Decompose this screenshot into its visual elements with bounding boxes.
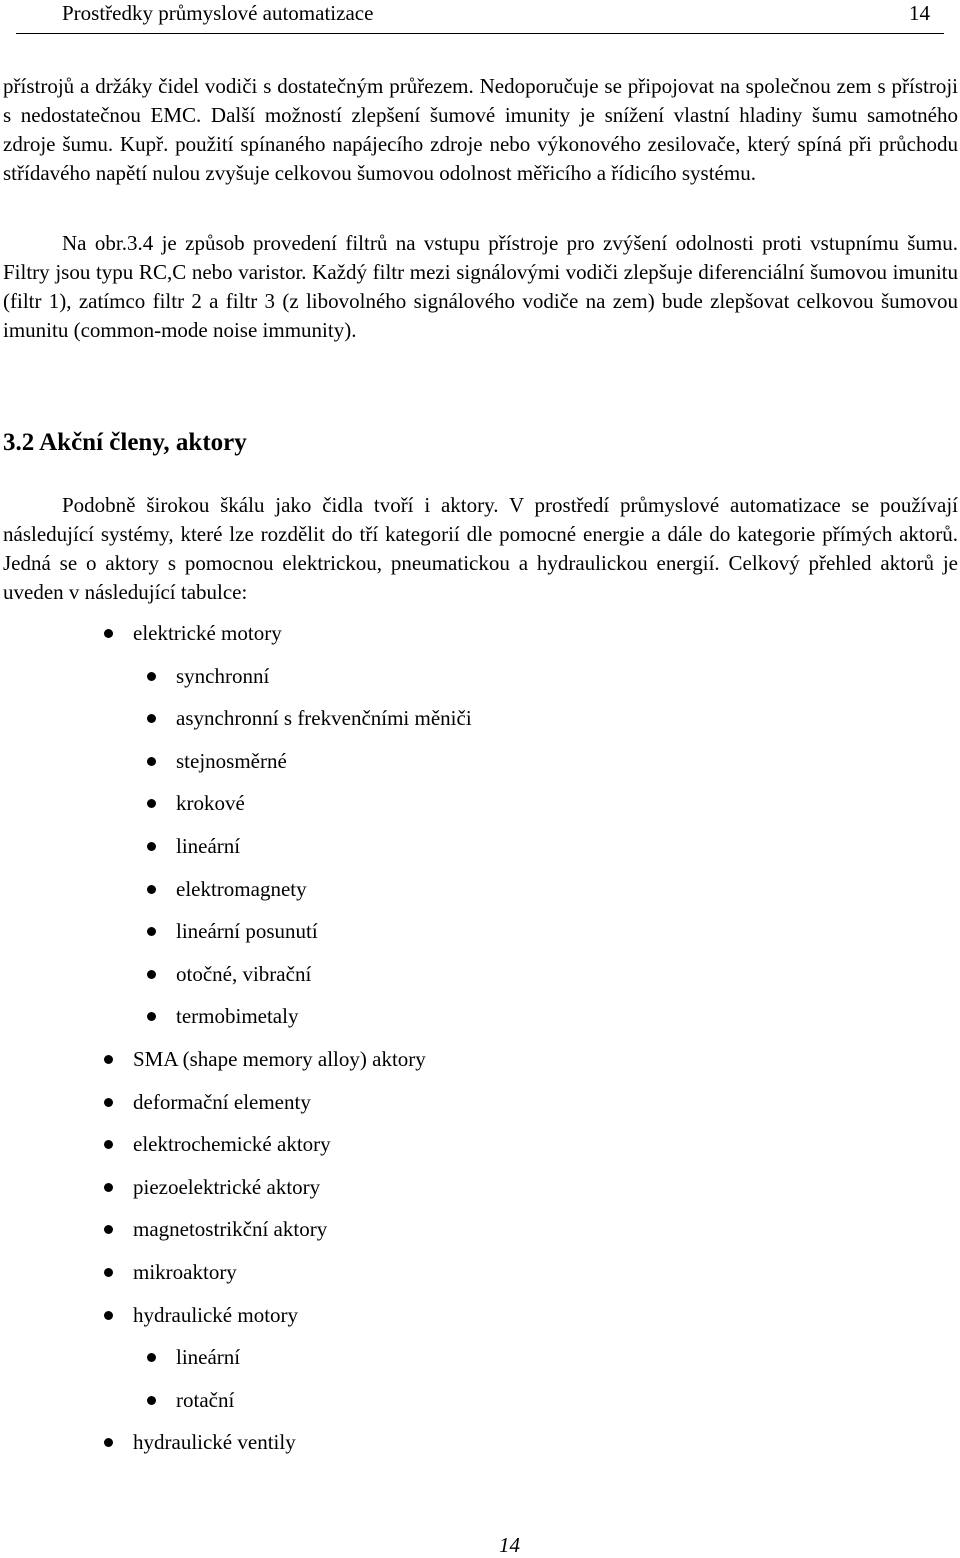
- bullet-icon: [147, 714, 156, 723]
- list-item: [0, 1421, 700, 1464]
- bullet-icon: [147, 970, 156, 979]
- bullet-icon: [104, 1183, 113, 1192]
- section-heading: 3.2 Akční členy, aktory: [3, 429, 247, 456]
- sub-list-item: [0, 782, 700, 825]
- list-item-text: lineární: [176, 1345, 241, 1370]
- list-item: [0, 1123, 700, 1166]
- sub-list-item: [0, 995, 700, 1038]
- header-title: Prostředky průmyslové automatizace: [62, 1, 374, 25]
- list-item: [0, 1038, 700, 1081]
- list-item-text: lineární posunutí: [176, 919, 318, 944]
- bullet-icon: [104, 1225, 113, 1234]
- bullet-icon: [147, 1353, 156, 1362]
- bullet-icon: [147, 885, 156, 894]
- bullet-icon: [104, 1438, 113, 1447]
- bullet-icon: [147, 1396, 156, 1405]
- paragraph-input-filters: Na obr.3.4 je způsob provedení filtrů na vstupu přístroje pro zvýšení odolnosti proti vstupnímu šumu. Filtry jsou typu RC,C nebo varistor. Každý filtr mezi signálovými vodiči zlepšuje diferenciální šumovou imunitu (filtr 1), zatímco filtr 2 a filtr 3 (z libovolného signálového vodiče na zem) bude zlepšovat celkovou šumovou imunitu (common-mode noise immunity).: [3, 231, 958, 342]
- paragraph-noise-immunity: přístrojů a držáky čidel vodiči s dostatečným průřezem. Nedoporučuje se připojovat na společnou zem s přístroji s nedostatečnou EMC. Další možností zlepšení šumové imunity je snížení vlastní hladiny šumu samotného zdroje šumu. Kupř. použití spínaného napájecího zdroje nebo výkonového zesilovače, který spíná při průchodu střídavého napětí nulou zvyšuje celkovou šumovou odolnost měřicího a řídicího systému.: [3, 74, 958, 185]
- bullet-icon: [147, 672, 156, 681]
- sub-list-item: [0, 1336, 700, 1379]
- bullet-icon: [104, 1098, 113, 1107]
- list-item-text: elektrické motory: [133, 621, 282, 645]
- list-item: [0, 1208, 700, 1251]
- bullet-icon: [104, 1055, 113, 1064]
- footer-page-number: 14: [499, 1533, 520, 1557]
- sub-list-item: [0, 825, 700, 868]
- list-item-text: piezoelektrické aktory: [133, 1174, 321, 1199]
- sub-list-item: [0, 868, 700, 911]
- bullet-icon: [104, 1311, 113, 1320]
- list-item: [0, 1251, 700, 1294]
- bullet-icon: [104, 1140, 113, 1149]
- bullet-icon: [147, 757, 156, 766]
- sub-list-item: [0, 740, 700, 783]
- sub-list-item: [0, 953, 700, 996]
- list-item: [0, 612, 700, 655]
- sub-list-item: [0, 1379, 700, 1422]
- list-item-text: otočné, vibrační: [176, 961, 312, 986]
- sub-list-item: [0, 697, 700, 740]
- list-item: [0, 1081, 700, 1124]
- list-item: [0, 1294, 700, 1337]
- paragraph-actuators-intro: Podobně širokou škálu jako čidla tvoří i aktory. V prostředí průmyslové automatizace se používají následující systémy, které lze rozdělit do tří kategorií dle pomocné energie a dále do kategorie přímých aktorů. Jedná se o aktory s pomocnou elektrickou, pneumatickou a hydraulickou energií. Celkový přehled aktorů je uveden v následující tabulce:: [3, 493, 958, 604]
- list-item-text: hydraulické motory: [133, 1302, 299, 1327]
- bullet-icon: [147, 1012, 156, 1021]
- list-item-text: lineární: [176, 833, 241, 858]
- sub-list-item: [0, 910, 700, 953]
- list-item-text: stejnosměrné: [176, 748, 287, 773]
- list-item: [0, 1166, 700, 1209]
- bullet-icon: [104, 1268, 113, 1277]
- list-item-text: elektrochemické aktory: [133, 1132, 331, 1157]
- list-item-text: termobimetaly: [176, 1004, 299, 1029]
- list-item-text: krokové: [176, 791, 245, 816]
- bullet-icon: [147, 927, 156, 936]
- list-item-text: mikroaktory: [133, 1259, 237, 1284]
- header-page-number: 14: [909, 1, 930, 25]
- list-item-text: rotační: [176, 1387, 235, 1412]
- actuator-list: [0, 612, 700, 1464]
- bullet-icon: [147, 842, 156, 851]
- list-item-text: magnetostrikční aktory: [133, 1217, 328, 1242]
- running-header: [16, 0, 944, 34]
- list-item-text: asynchronní s frekvenčními měniči: [176, 706, 472, 731]
- bullet-icon: [104, 629, 113, 638]
- list-item-text: elektromagnety: [176, 876, 307, 901]
- list-item-text: deformační elementy: [133, 1089, 311, 1114]
- list-item-text: hydraulické ventily: [133, 1430, 296, 1455]
- sub-list-item: [0, 655, 700, 698]
- list-item-text: synchronní: [176, 663, 270, 688]
- bullet-icon: [147, 799, 156, 808]
- list-item-text: SMA (shape memory alloy) aktory: [133, 1046, 426, 1071]
